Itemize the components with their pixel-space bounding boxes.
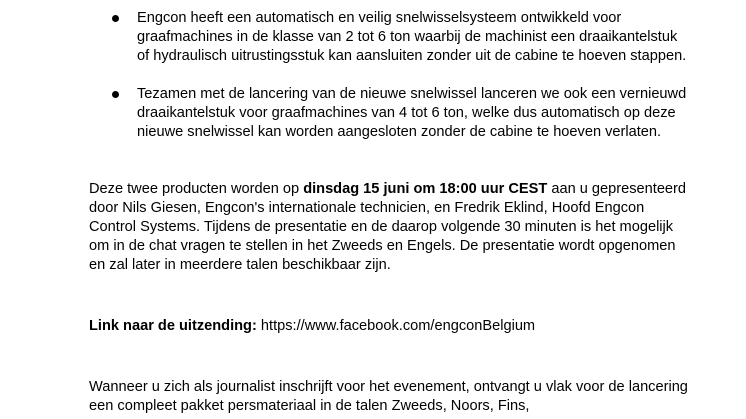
bullet-icon bbox=[112, 15, 119, 22]
press-text: Wanneer u zich als journalist inschrijft voor het evenement, ontvangt u vlak voor de lancering een compleet pakket persmateriaal in de talen Zweeds, Noors, Fins, bbox=[89, 379, 688, 414]
event-text-after: aan u gepresenteerd door Nils Giesen, Engcon's internationale technicien, en Fredrik Eklind, Hoofd Engcon Control Systems. Tijdens de presentatie en de daarop volgende 30 minuten is het mogelijk om in de chat vragen te stellen in het Zweeds en Engels. De presentatie wordt opgenomen en zal later in meerdere talen beschikbaar zijn. bbox=[89, 181, 687, 273]
event-text-before: Deze twee producten worden op bbox=[89, 181, 304, 197]
event-date: dinsdag 15 juni om 18:00 uur CEST bbox=[303, 181, 548, 197]
bullet-text: Engcon heeft een automatisch en veilig snelwisselsysteem ontwikkeld voor graafmachines in de klasse van 2 tot 6 ton waarbij de machinist een draaikantelstuk of hydraulisch uitrustingsstuk kan aansluiten zonder uit de cabine te hoeven stappen. bbox=[137, 10, 687, 64]
bullet-text: Tezamen met de lancering van de nieuwe snelwissel lanceren we ook een vernieuwd draaikantelstuk voor graafmachines van 4 tot 6 ton, welke dus automatisch op deze nieuwe snelwissel kan worden aangesloten zonder de cabine te hoeven verlaten. bbox=[137, 86, 687, 140]
bullet-item-tiltrotator bbox=[112, 85, 692, 142]
press-paragraph bbox=[89, 378, 689, 416]
event-paragraph bbox=[89, 180, 689, 275]
bullet-item-quick-coupler bbox=[112, 9, 692, 66]
broadcast-link-label: Link naar de uitzending: bbox=[89, 318, 257, 334]
broadcast-link-url[interactable]: https://www.facebook.com/engconBelgium bbox=[260, 318, 536, 334]
bullet-list bbox=[112, 9, 692, 161]
broadcast-link-paragraph bbox=[89, 317, 689, 336]
bullet-icon bbox=[112, 91, 119, 98]
